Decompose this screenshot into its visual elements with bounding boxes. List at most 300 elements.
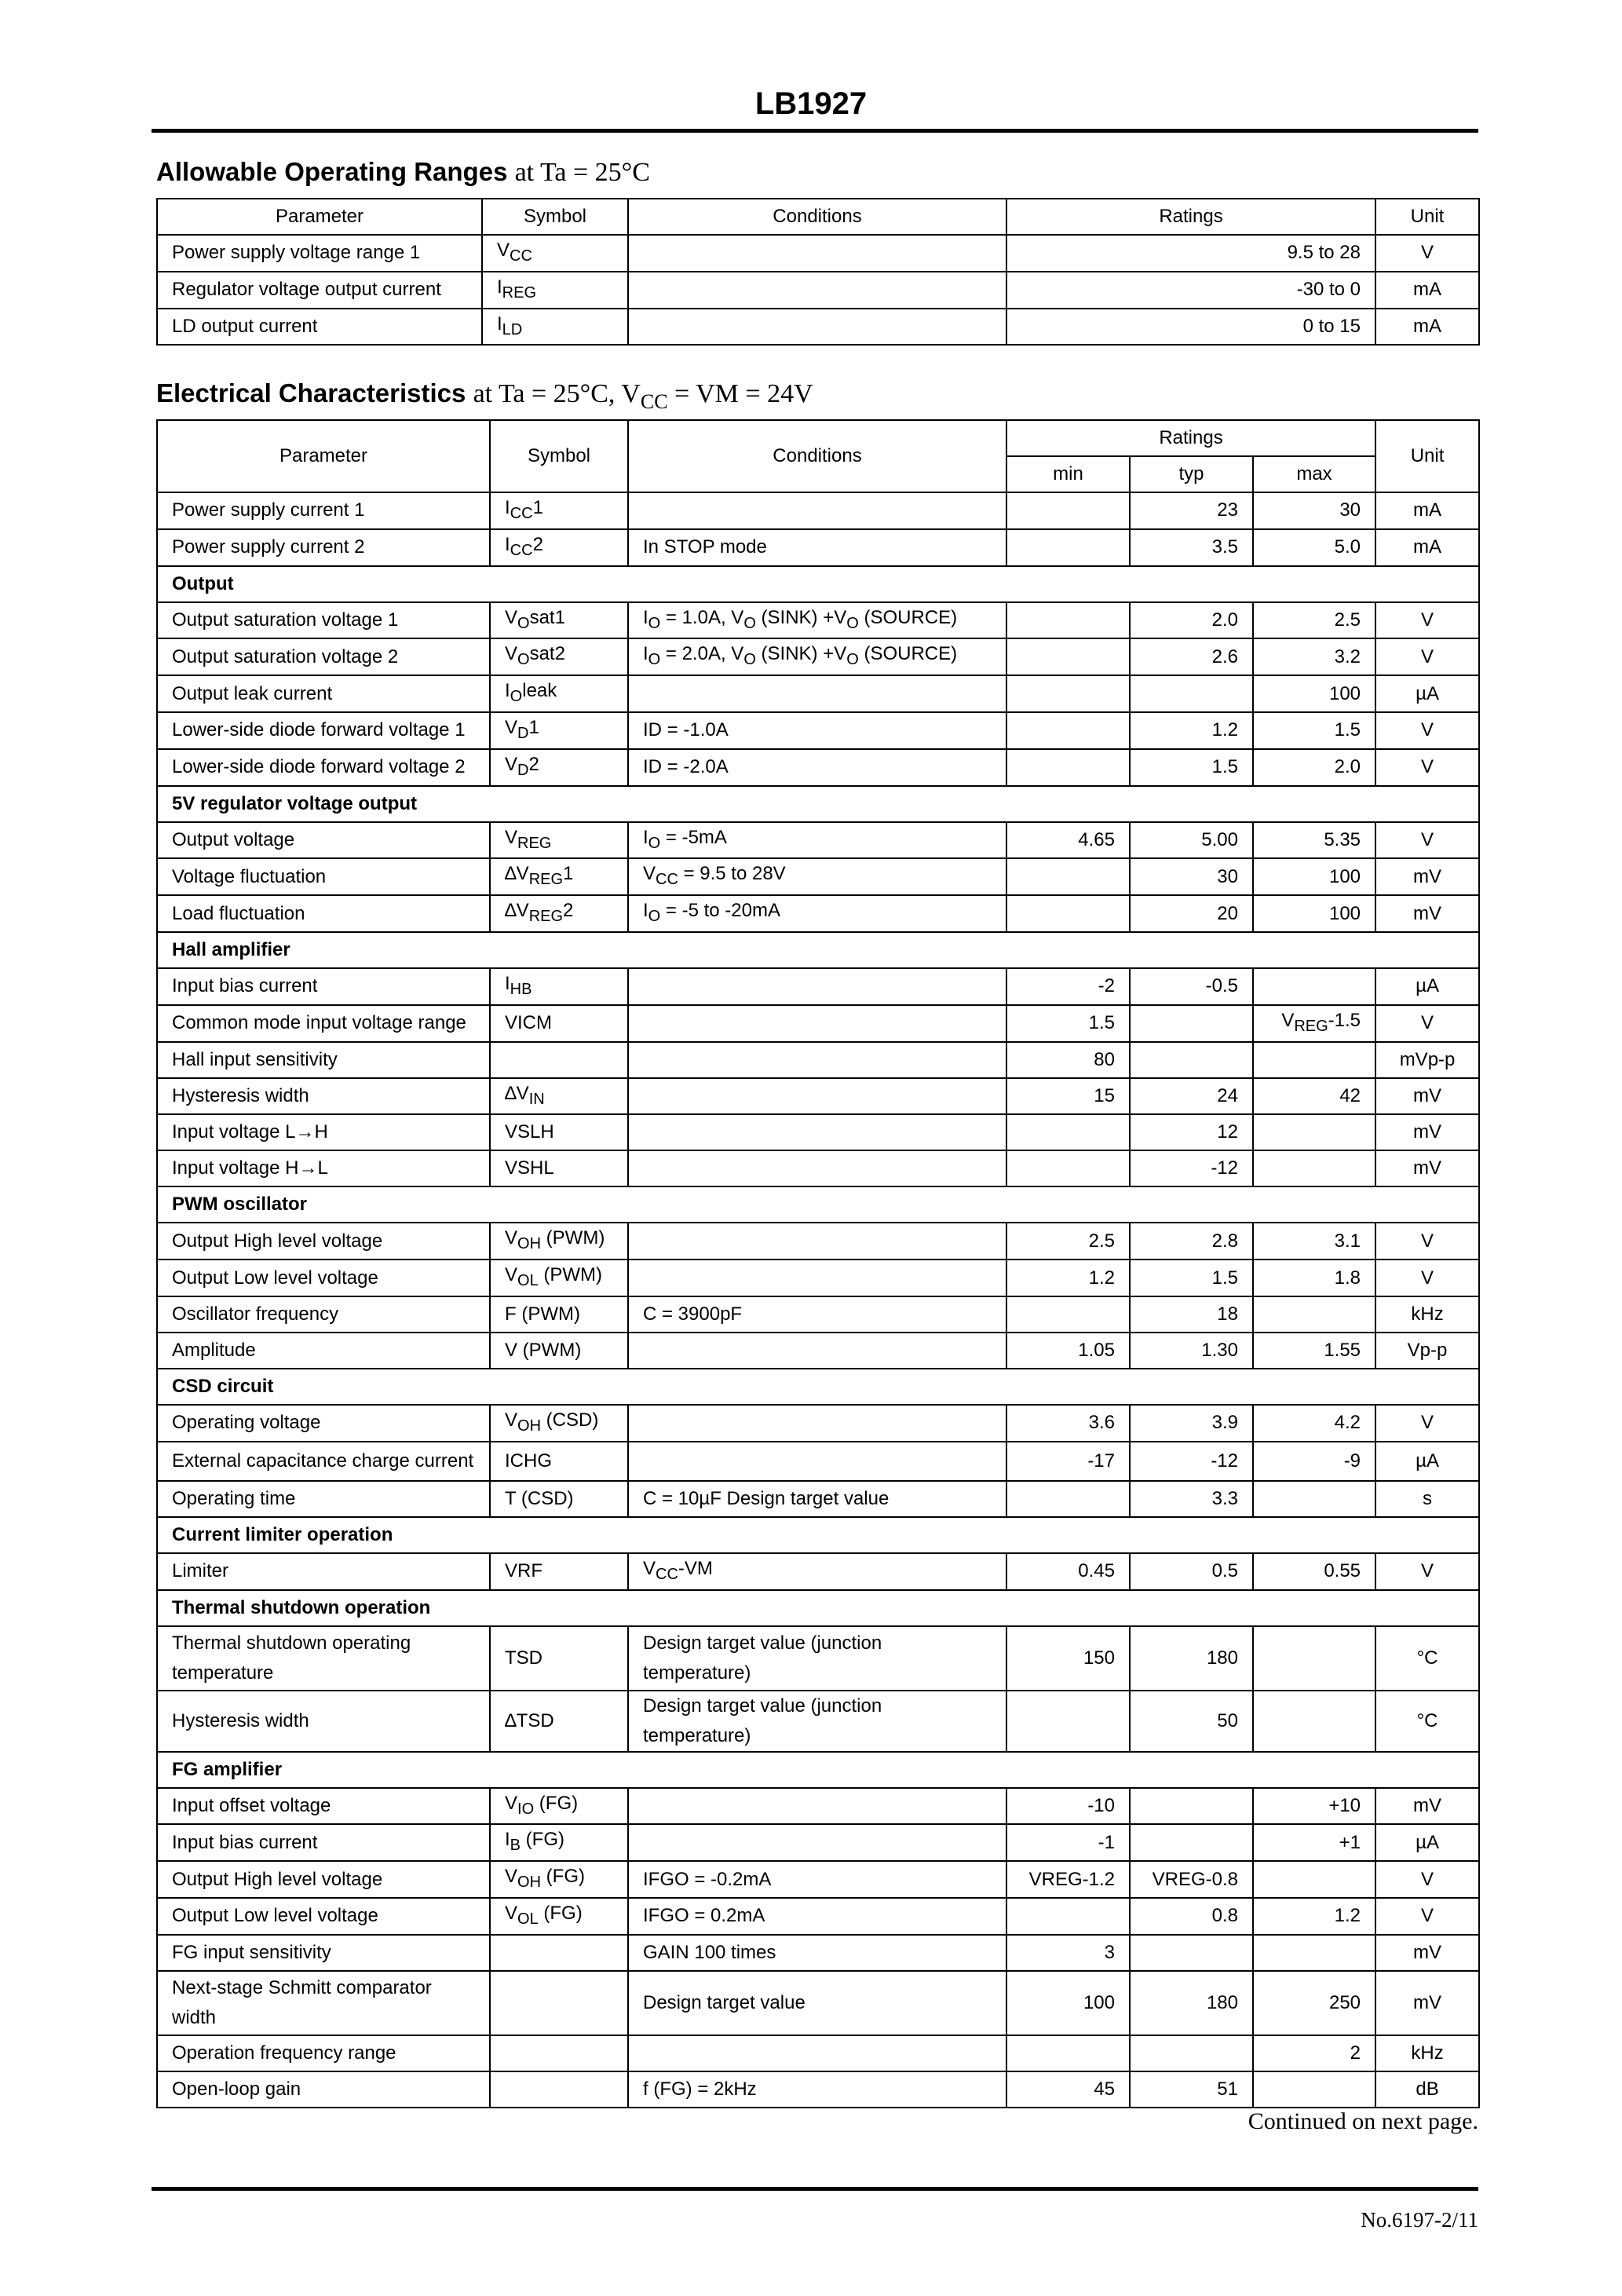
cell-symbol xyxy=(490,1078,628,1115)
col-header-typ: typ xyxy=(1130,456,1253,492)
col-header-parameter: Parameter xyxy=(157,199,482,235)
cell-typ: 1.2 xyxy=(1130,712,1253,749)
cell-min: 80 xyxy=(1006,1042,1130,1078)
col-header-min: min xyxy=(1006,456,1130,492)
max-value: 5.35 xyxy=(1324,828,1361,850)
cell-symbol xyxy=(490,529,628,566)
symbol-main: V xyxy=(505,606,518,628)
cell-conditions xyxy=(628,492,1006,529)
subscript: O xyxy=(510,687,523,705)
continued-note: Continued on next page. xyxy=(1248,2108,1478,2134)
subscript: O xyxy=(648,907,661,925)
symbol-main: V xyxy=(505,753,518,775)
table-row xyxy=(157,675,1479,712)
cell-typ: VREG-0.8 xyxy=(1130,1861,1253,1898)
condition-text: Design target value xyxy=(643,1991,806,2013)
cell-parameter: Input offset voltage xyxy=(157,1788,490,1825)
cell-symbol xyxy=(482,272,628,309)
cell-symbol xyxy=(490,1935,628,1971)
cell-min: 15 xyxy=(1006,1078,1130,1115)
symbol-suffix: sat1 xyxy=(529,606,565,628)
condition-text: -VM xyxy=(678,1557,713,1579)
cell-symbol xyxy=(490,1223,628,1260)
cell-max xyxy=(1253,1481,1375,1517)
max-value: +1 xyxy=(1339,1831,1361,1853)
cell-unit: V xyxy=(1375,1861,1479,1898)
group-label: Hall amplifier xyxy=(157,932,1479,968)
condition-text: (SINK) +V xyxy=(755,606,847,628)
symbol-suffix: 1 xyxy=(532,497,543,518)
cell-symbol xyxy=(490,1553,628,1590)
table-row xyxy=(157,1626,1479,1691)
symbol-suffix: sat2 xyxy=(529,643,565,665)
cell-unit: V xyxy=(1375,1005,1479,1042)
max-value: 1.8 xyxy=(1334,1267,1361,1289)
symbol-suffix: (FG) xyxy=(534,1792,579,1814)
cell-typ: 1.30 xyxy=(1130,1333,1253,1369)
symbol-main: F (PWM) xyxy=(505,1303,580,1325)
cell-symbol xyxy=(490,1824,628,1861)
cell-unit: µA xyxy=(1375,1824,1479,1861)
cell-symbol xyxy=(490,1005,628,1042)
symbol-suffix: leak xyxy=(522,680,557,702)
cell-conditions xyxy=(628,1042,1006,1078)
max-value: 100 xyxy=(1328,902,1361,924)
cell-typ: 2.6 xyxy=(1130,638,1253,675)
group-row xyxy=(157,786,1479,822)
cell-symbol xyxy=(490,1114,628,1150)
symbol-main: V xyxy=(497,239,510,261)
cell-symbol xyxy=(490,1861,628,1898)
cell-typ: 2.8 xyxy=(1130,1223,1253,1260)
cell-unit: mV xyxy=(1375,1788,1479,1825)
condition-text: C = 3900pF xyxy=(643,1303,743,1325)
cell-symbol xyxy=(490,675,628,712)
subscript: REG xyxy=(502,283,537,302)
table-row xyxy=(157,1333,1479,1369)
condition-text: C = 10µF Design target value xyxy=(643,1487,890,1509)
cell-typ: 5.00 xyxy=(1130,822,1253,859)
cell-unit: mV xyxy=(1375,1114,1479,1150)
subscript: OH xyxy=(517,1417,542,1435)
cell-unit: s xyxy=(1375,1481,1479,1517)
table-row xyxy=(157,1405,1479,1442)
cell-symbol xyxy=(490,1260,628,1296)
condition-text: = -5mA xyxy=(660,826,727,848)
col-header-unit: Unit xyxy=(1375,420,1479,492)
max-suffix: -1.5 xyxy=(1328,1009,1361,1031)
symbol-main: TSD xyxy=(505,1647,542,1669)
cell-min: -1 xyxy=(1006,1824,1130,1861)
cell-parameter: Amplitude xyxy=(157,1333,490,1369)
cell-unit: °C xyxy=(1375,1626,1479,1691)
cell-unit: mA xyxy=(1375,529,1479,566)
condition-text: (SOURCE) xyxy=(858,643,958,665)
table-row xyxy=(157,272,1479,309)
cell-max xyxy=(1253,749,1375,786)
cell-parameter: Hysteresis width xyxy=(157,1691,490,1752)
cell-conditions xyxy=(628,2035,1006,2071)
subscript: O xyxy=(846,651,859,669)
section-condition: at Ta = 25°C, $V_{CC}$ = VM = 24V xyxy=(473,379,813,413)
cell-conditions xyxy=(628,1861,1006,1898)
cell-parameter: Open-loop gain xyxy=(157,2071,490,2108)
cell-parameter: Output leak current xyxy=(157,675,490,712)
max-value: 1.55 xyxy=(1324,1339,1361,1361)
max-value: 250 xyxy=(1328,1991,1361,2013)
symbol-main: VRF xyxy=(505,1560,542,1582)
cell-conditions xyxy=(628,749,1006,786)
cell-conditions xyxy=(628,2071,1006,2108)
group-label: PWM oscillator xyxy=(157,1186,1479,1223)
cell-max xyxy=(1253,1005,1375,1042)
cell-conditions xyxy=(628,1405,1006,1442)
table-row xyxy=(157,712,1479,749)
symbol-main: I xyxy=(505,680,510,702)
cell-typ xyxy=(1130,675,1253,712)
symbol-main: VSHL xyxy=(505,1157,554,1179)
max-value: 3.2 xyxy=(1334,645,1361,667)
symbol-main: I xyxy=(505,497,510,518)
cell-typ: -0.5 xyxy=(1130,968,1253,1005)
symbol-main: V xyxy=(505,1792,518,1814)
cell-unit: µA xyxy=(1375,1442,1479,1481)
cell-parameter: Power supply voltage range 1 xyxy=(157,235,482,272)
symbol-suffix: (PWM) xyxy=(541,1227,605,1249)
symbol-suffix: (CSD) xyxy=(541,1409,599,1431)
cell-conditions xyxy=(628,1296,1006,1333)
subscript: CC xyxy=(510,504,533,522)
cell-symbol xyxy=(490,1296,628,1333)
cell-max xyxy=(1253,1788,1375,1825)
cell-symbol xyxy=(490,858,628,895)
subscript: O xyxy=(648,834,661,852)
cell-min xyxy=(1006,1296,1130,1333)
cell-min: 150 xyxy=(1006,1626,1130,1691)
group-row xyxy=(157,1369,1479,1405)
cell-min xyxy=(1006,1481,1130,1517)
col-header-ratings: Ratings xyxy=(1006,199,1375,235)
cell-unit: V xyxy=(1375,712,1479,749)
cell-typ xyxy=(1130,1824,1253,1861)
table-row xyxy=(157,1788,1479,1825)
cell-min: 1.5 xyxy=(1006,1005,1130,1042)
cell-max xyxy=(1253,1553,1375,1590)
table-row xyxy=(157,1042,1479,1078)
table-row xyxy=(157,968,1479,1005)
cell-conditions xyxy=(628,1333,1006,1369)
cell-max xyxy=(1253,1078,1375,1115)
condition-text: (SINK) +V xyxy=(755,643,847,665)
symbol-suffix: (FG) xyxy=(538,1902,583,1924)
table-row xyxy=(157,1481,1479,1517)
symbol-suffix: 1 xyxy=(528,716,539,738)
cell-max xyxy=(1253,492,1375,529)
max-value: 0.55 xyxy=(1324,1560,1361,1582)
symbol-main: V xyxy=(505,826,518,848)
subscript: REG xyxy=(1294,1017,1328,1035)
cell-typ: 0.8 xyxy=(1130,1898,1253,1935)
cell-typ: 180 xyxy=(1130,1971,1253,2035)
group-label: 5V regulator voltage output xyxy=(157,786,1479,822)
cell-conditions xyxy=(628,272,1006,309)
cell-min xyxy=(1006,1150,1130,1186)
cell-typ: 1.5 xyxy=(1130,1260,1253,1296)
cell-unit: mA xyxy=(1375,492,1479,529)
cell-symbol xyxy=(490,895,628,932)
cell-max xyxy=(1253,2071,1375,2108)
cell-parameter: Regulator voltage output current xyxy=(157,272,482,309)
symbol-suffix: (FG) xyxy=(541,1866,585,1888)
cell-max xyxy=(1253,1333,1375,1369)
cell-conditions xyxy=(628,895,1006,932)
subscript: IN xyxy=(528,1090,545,1108)
cell-symbol xyxy=(490,712,628,749)
cell-symbol xyxy=(490,1333,628,1369)
cell-max xyxy=(1253,529,1375,566)
cell-unit: °C xyxy=(1375,1691,1479,1752)
cell-symbol xyxy=(490,749,628,786)
symbol-main: ∆V xyxy=(505,1082,529,1104)
max-value: 2.5 xyxy=(1334,609,1361,631)
symbol-main: V xyxy=(505,716,518,738)
cell-parameter: Output saturation voltage 2 xyxy=(157,638,490,675)
cell-unit: kHz xyxy=(1375,1296,1479,1333)
table-row xyxy=(157,1824,1479,1861)
condition-text: I xyxy=(643,606,648,628)
cell-max xyxy=(1253,675,1375,712)
cell-max xyxy=(1253,1935,1375,1971)
cell-max xyxy=(1253,1150,1375,1186)
cell-min: 0.45 xyxy=(1006,1553,1130,1590)
symbol-main: V xyxy=(505,643,518,665)
condition-text: (SOURCE) xyxy=(858,606,958,628)
table-row xyxy=(157,822,1479,859)
cell-unit: Vp-p xyxy=(1375,1333,1479,1369)
cell-rating: 9.5 to 28 xyxy=(1006,235,1375,272)
cell-typ: 3.3 xyxy=(1130,1481,1253,1517)
cell-parameter: Load fluctuation xyxy=(157,895,490,932)
cell-parameter: Operating time xyxy=(157,1481,490,1517)
table-row xyxy=(157,1442,1479,1481)
cell-parameter: FG input sensitivity xyxy=(157,1935,490,1971)
cell-max xyxy=(1253,1971,1375,2035)
cell-max xyxy=(1253,1296,1375,1333)
cell-max xyxy=(1253,1898,1375,1935)
subscript: O xyxy=(743,651,756,669)
max-value: 30 xyxy=(1339,499,1361,521)
table-row xyxy=(157,1898,1479,1935)
cell-parameter: Hysteresis width xyxy=(157,1078,490,1115)
cell-typ: 24 xyxy=(1130,1078,1253,1115)
cell-typ xyxy=(1130,1005,1253,1042)
subscript: D xyxy=(517,761,529,779)
cell-parameter: Power supply current 2 xyxy=(157,529,490,566)
cell-parameter: Lower-side diode forward voltage 1 xyxy=(157,712,490,749)
table-row xyxy=(157,1935,1479,1971)
condition-text: I xyxy=(643,900,648,922)
cell-min: 1.05 xyxy=(1006,1333,1130,1369)
cell-conditions xyxy=(628,1935,1006,1971)
symbol-main: I xyxy=(497,313,502,335)
symbol-main: I xyxy=(505,533,510,555)
cell-conditions xyxy=(628,235,1006,272)
cell-symbol xyxy=(490,968,628,1005)
condition-text: f (FG) = 2kHz xyxy=(643,2078,757,2100)
cell-typ xyxy=(1130,1042,1253,1078)
subscript: CC xyxy=(510,247,532,265)
document-number: No.6197-2/11 xyxy=(1361,2208,1478,2232)
cell-max xyxy=(1253,1405,1375,1442)
cell-typ: -12 xyxy=(1130,1442,1253,1481)
subscript: O xyxy=(517,614,530,632)
group-label: CSD circuit xyxy=(157,1369,1479,1405)
cell-max xyxy=(1253,1260,1375,1296)
condition-text: Design target value (junction temperature) xyxy=(643,1695,882,1746)
cell-symbol xyxy=(482,309,628,345)
cell-max xyxy=(1253,602,1375,639)
subscript: OH xyxy=(517,1873,542,1891)
symbol-main: I xyxy=(505,1829,510,1851)
cell-conditions xyxy=(628,1223,1006,1260)
symbol-suffix: 2 xyxy=(528,753,539,775)
subscript: OH xyxy=(517,1235,542,1253)
symbol-main: V xyxy=(505,1866,518,1888)
cell-parameter: Output High level voltage xyxy=(157,1223,490,1260)
cell-unit: V xyxy=(1375,1553,1479,1590)
condition-text: I xyxy=(643,826,648,848)
cell-symbol xyxy=(490,1971,628,2035)
max-value: V xyxy=(1281,1009,1295,1031)
subscript: IO xyxy=(517,1800,535,1818)
cell-conditions xyxy=(628,1788,1006,1825)
cell-parameter: Limiter xyxy=(157,1553,490,1590)
cell-conditions xyxy=(628,1691,1006,1752)
cell-symbol xyxy=(490,822,628,859)
cell-min xyxy=(1006,492,1130,529)
condition-text: V xyxy=(643,863,656,885)
cell-min: 3 xyxy=(1006,1935,1130,1971)
cell-symbol xyxy=(490,2071,628,2108)
cell-parameter: Input bias current xyxy=(157,1824,490,1861)
cell-parameter: External capacitance charge current xyxy=(157,1442,490,1481)
cell-min: -2 xyxy=(1006,968,1130,1005)
symbol-main: V xyxy=(505,1227,518,1249)
subscript: O xyxy=(743,614,756,632)
cell-typ: 0.5 xyxy=(1130,1553,1253,1590)
subscript: CC xyxy=(656,871,678,889)
subscript: CC xyxy=(510,541,533,559)
section-title: Electrical Characteristics xyxy=(156,378,466,408)
group-label: Output xyxy=(157,566,1479,602)
cell-min xyxy=(1006,1898,1130,1935)
symbol-main: ICHG xyxy=(505,1450,552,1472)
section-condition: at Ta = 25°C xyxy=(514,158,650,187)
cell-symbol xyxy=(490,1481,628,1517)
cell-unit: V xyxy=(1375,235,1479,272)
cell-max xyxy=(1253,858,1375,895)
cell-typ: 3.9 xyxy=(1130,1405,1253,1442)
table-row xyxy=(157,1005,1479,1042)
cell-unit: V xyxy=(1375,638,1479,675)
cell-min xyxy=(1006,675,1130,712)
condition-text: In STOP mode xyxy=(643,536,767,558)
col-header-unit: Unit xyxy=(1375,199,1479,235)
cell-conditions xyxy=(628,1898,1006,1935)
subscript: O xyxy=(648,651,661,669)
col-header-symbol: Symbol xyxy=(490,420,628,492)
symbol-main: T (CSD) xyxy=(505,1487,574,1509)
cell-symbol xyxy=(490,1442,628,1481)
subscript: OL xyxy=(517,1271,539,1289)
cell-parameter: Thermal shutdown operating temperature xyxy=(157,1626,490,1691)
subscript: OL xyxy=(517,1910,539,1928)
cell-conditions xyxy=(628,1626,1006,1691)
cell-max xyxy=(1253,1042,1375,1078)
symbol-suffix: 2 xyxy=(563,900,574,922)
cell-max xyxy=(1253,1223,1375,1260)
table-row xyxy=(157,1861,1479,1898)
group-row xyxy=(157,1752,1479,1788)
cell-symbol xyxy=(490,602,628,639)
cell-conditions xyxy=(628,675,1006,712)
cell-symbol xyxy=(482,235,628,272)
max-value: 100 xyxy=(1328,682,1361,704)
table-row xyxy=(157,1150,1479,1186)
subscript: B xyxy=(510,1837,521,1855)
max-value: 2.0 xyxy=(1334,756,1361,778)
condition-text: IFGO = -0.2mA xyxy=(643,1868,772,1890)
subscript: REG xyxy=(528,871,564,889)
subscript: O xyxy=(648,614,661,632)
top-rule xyxy=(152,129,1478,133)
subscript: D xyxy=(517,724,529,742)
col-header-symbol: Symbol xyxy=(482,199,628,235)
cell-min xyxy=(1006,602,1130,639)
cell-max xyxy=(1253,1626,1375,1691)
table-row xyxy=(157,2071,1479,2108)
cell-typ: 180 xyxy=(1130,1626,1253,1691)
max-value: +10 xyxy=(1328,1794,1361,1816)
group-label: Thermal shutdown operation xyxy=(157,1590,1479,1626)
ec-table-body xyxy=(157,420,1479,2108)
cell-min: 4.65 xyxy=(1006,822,1130,859)
cell-unit: kHz xyxy=(1375,2035,1479,2071)
condition-text: = 9.5 to 28V xyxy=(678,863,786,885)
cell-unit: µA xyxy=(1375,968,1479,1005)
cell-parameter: Output voltage xyxy=(157,822,490,859)
table-row xyxy=(157,858,1479,895)
aor-table-body xyxy=(157,199,1479,345)
symbol-suffix: (FG) xyxy=(521,1829,564,1851)
cell-max xyxy=(1253,2035,1375,2071)
cell-unit: V xyxy=(1375,1405,1479,1442)
cell-conditions xyxy=(628,1553,1006,1590)
symbol-main: V xyxy=(505,1902,518,1924)
table-row xyxy=(157,529,1479,566)
cell-min xyxy=(1006,2035,1130,2071)
table-row xyxy=(157,602,1479,639)
cell-unit: V xyxy=(1375,1898,1479,1935)
section-heading-ec xyxy=(156,378,813,414)
condition-text: I xyxy=(643,643,648,665)
symbol-main: ∆V xyxy=(505,863,529,885)
cell-unit: mV xyxy=(1375,1971,1479,2035)
cell-parameter: Common mode input voltage range xyxy=(157,1005,490,1042)
condition-text: GAIN 100 times xyxy=(643,1941,776,1963)
table-row xyxy=(157,2035,1479,2071)
cell-parameter: Output Low level voltage xyxy=(157,1260,490,1296)
